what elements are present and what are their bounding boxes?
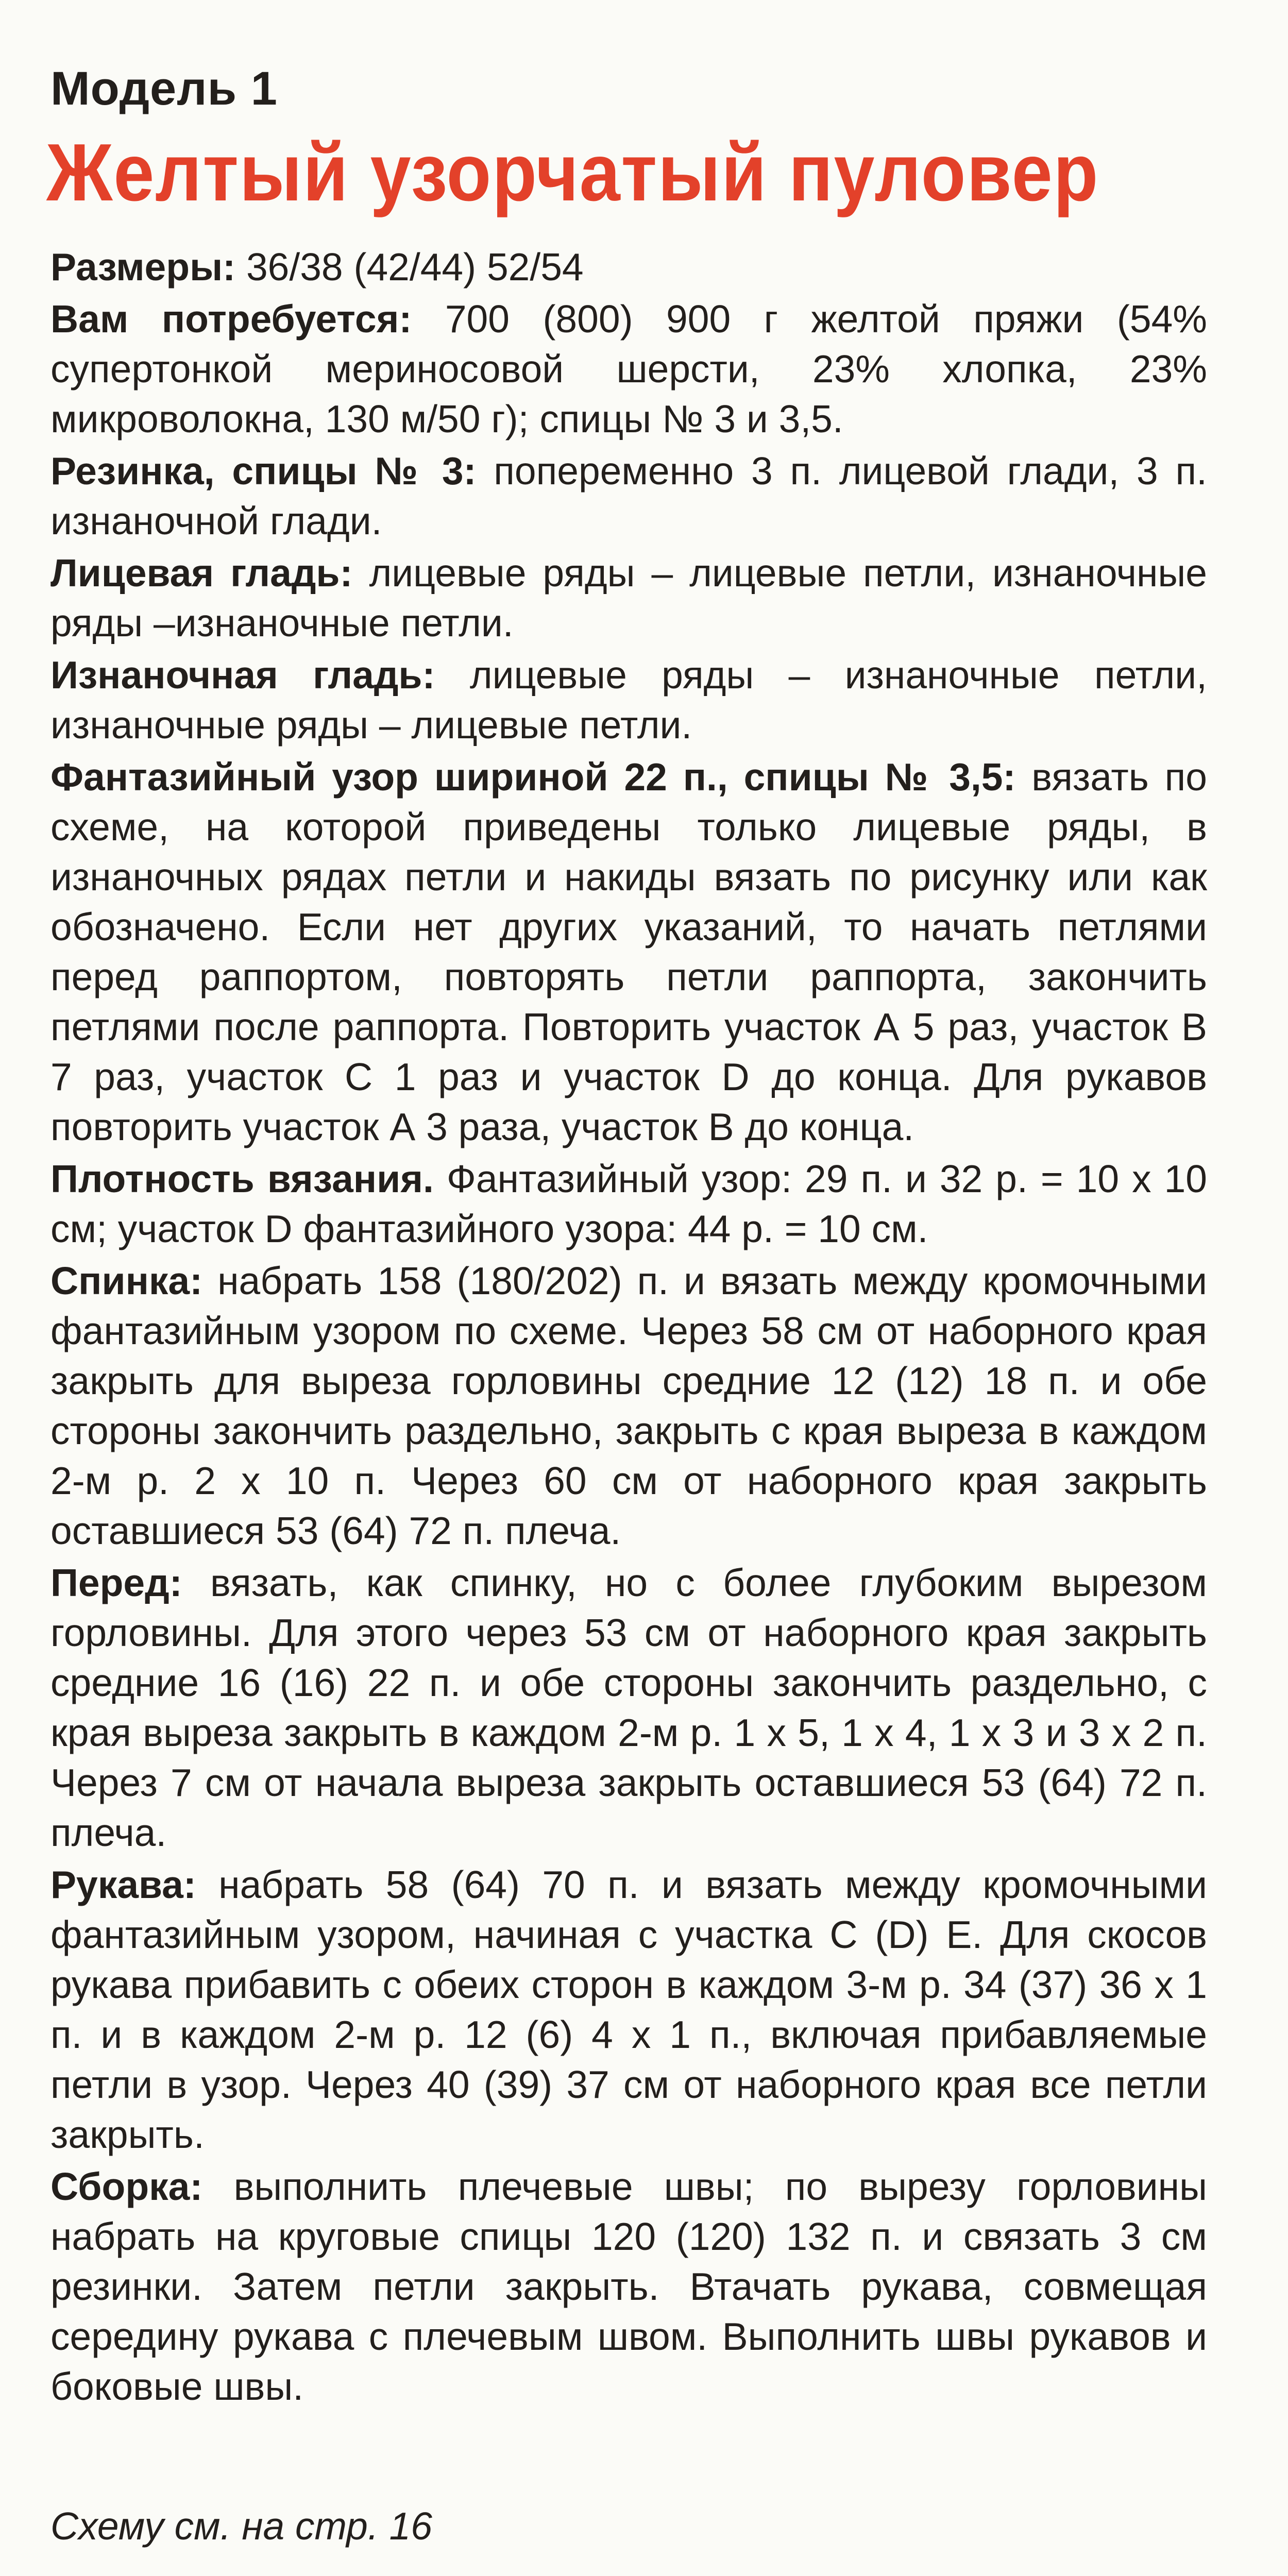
paragraph-text: 36/38 (42/44) 52/54 <box>235 245 584 289</box>
paragraph-text: 700 (800) 900 г желтой пряжи (54% супертонкой мериносовой шерсти, 23% хлопка, 23% микроволокна, 130 м/50 г); спицы № 3 и 3,5. <box>50 297 1207 440</box>
schematics <box>0 2524 1288 2576</box>
paragraph-text: вязать, как спинку, но с более глубоким вырезом горловины. Для этого через 53 см от наборного края закрыть средние 16 (16) 22 п. и обе стороны закончить раздельно, с края выреза закрыть в каждом 2-м р. 1 х 5, 1 х 4, 1 х 3 и 3 х 2 п. Через 7 см от начала выреза закрыть оставшиеся 53 (64) 72 п. плеча. <box>50 1561 1207 1854</box>
paragraph-label: Размеры: <box>50 245 236 289</box>
paragraph-text: набрать 58 (64) 70 п. и вязать между кромочными фантазийным узором, начиная с участка С (D) Е. Для скосов рукава прибавить с обеих сторон в каждом 3-м р. 34 (37) 36 х 1 п. и в каждом 2-м р. 12 (6) 4 х 1 п., включая прибавляемые петли в узор. Через 40 (39) 37 см от наборного края все петли закрыть. <box>50 1863 1207 2156</box>
instruction-paragraph <box>50 446 1207 546</box>
paragraph-label: Резинка, спицы № 3: <box>50 449 477 493</box>
paragraph-label: Рукава: <box>50 1863 196 1906</box>
paragraph-label: Сборка: <box>50 2165 203 2208</box>
paragraph-text: лицевые ряды – изнаночные петли, изнаночные ряды – лицевые петли. <box>50 653 1208 747</box>
paragraph-text: набрать 158 (180/202) п. и вязать между кромочными фантазийным узором по схеме. Через 58 см от наборного края закрыть для выреза горловины средние 12 (12) 18 п. и обе стороны закончить раздельно, закрыть с края выреза в каждом 2-м р. 2 х 10 п. Через 60 см от наборного края закрыть оставшиеся 53 (64) 72 п. плеча. <box>50 1259 1207 1552</box>
paragraph-text: Фантазийный узор: 29 п. и 32 р. = 10 х 10 см; участок D фантазийного узора: 44 р. = 10 см. <box>50 1157 1207 1250</box>
paragraph-label: Перед: <box>50 1561 182 1604</box>
paragraph-text: вязать по схеме, на которой приведены только лицевые ряды, в изнаночных рядах петли и накиды вязать по рисунку или как обозначено. Если нет других указаний, то начать петлями перед раппортом, повторять петли раппорта, закончить петлями после раппорта. Повторить участок А 5 раз, участок В 7 раз, участок С 1 раз и участок D до конца. Для рукавов повторить участок А 3 раза, участок В до конца. <box>50 755 1207 1148</box>
instruction-paragraph <box>50 1256 1207 1556</box>
paragraph-label: Фантазийный узор шириной 22 п., спицы № 3,5: <box>50 755 1016 799</box>
instruction-paragraph <box>50 294 1207 444</box>
diagram-reference-note: Схему см. на стр. 16 <box>50 2504 432 2548</box>
instructions-text <box>50 242 1207 2414</box>
paragraph-label: Вам потребуется: <box>50 297 412 341</box>
instruction-paragraph <box>50 650 1207 750</box>
instruction-paragraph <box>50 548 1207 648</box>
model-label: Модель 1 <box>50 62 278 115</box>
paragraph-label: Лицевая гладь: <box>50 551 353 595</box>
paragraph-label: Изнаночная гладь: <box>50 653 435 697</box>
paragraph-text: лицевые ряды – лицевые петли, изнаночные ряды –изнаночные петли. <box>50 551 1208 645</box>
instruction-paragraph <box>50 242 1207 292</box>
instruction-paragraph <box>50 1860 1207 2160</box>
instruction-paragraph <box>50 1154 1207 1254</box>
instruction-paragraph <box>50 2162 1207 2412</box>
instruction-paragraph <box>50 752 1207 1152</box>
pattern-title: Желтый узорчатый пуловер <box>46 127 1099 218</box>
paragraph-label: Плотность вязания. <box>50 1157 434 1200</box>
paragraph-text: выполнить плечевые швы; по вырезу горловины набрать на круговые спицы 120 (120) 132 п. и связать 3 см резинки. Затем петли закрыть. Втачать рукава, совмещая середину рукава с плечевым швом. Выполнить швы рукавов и боковые швы. <box>50 2165 1207 2408</box>
paragraph-text: попеременно 3 п. лицевой глади, 3 п. изнаночной глади. <box>50 449 1207 543</box>
paragraph-label: Спинка: <box>50 1259 203 1302</box>
instruction-paragraph <box>50 1558 1207 1858</box>
